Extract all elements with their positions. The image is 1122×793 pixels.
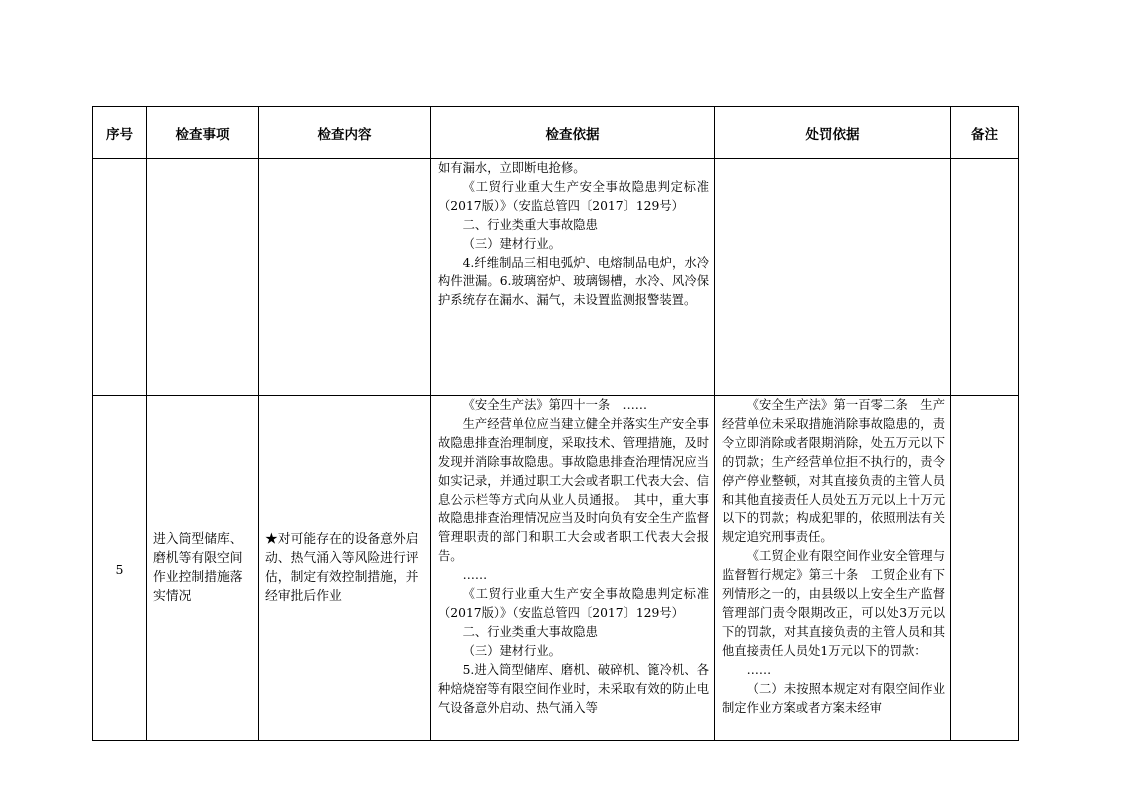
penalty-text: （二）未按照本规定对有限空间作业制定作业方案或者方案未经审 — [722, 681, 945, 715]
cell-basis — [431, 396, 715, 741]
penalty-text: 《工贸企业有限空间作业安全管理与监督暂行规定》第三十条 工贸企业有下列情形之一的，由县级以上安全生产监督管理部门责令限期改正，可以处3万元以下的罚款，对其直接负责的主管人员和其他直接责任人员处1万元以下的罚款： — [722, 549, 945, 658]
cell-item-empty — [147, 159, 259, 396]
basis-text: （三）建材行业。 — [462, 643, 561, 658]
basis-text: 二、行业类重大事故隐患 — [462, 624, 598, 639]
table-row-5 — [93, 396, 1019, 741]
basis-text: 5.进入筒型储库、磨机、破碎机、篦冷机、各种焙烧窑等有限空间作业时，未采取有效的防止电气设备意外启动、热气涌入等 — [438, 662, 709, 715]
cell-content-empty — [259, 159, 431, 396]
header-row — [93, 107, 1019, 159]
basis-text: （三）建材行业。 — [462, 236, 561, 251]
basis-text: …… — [462, 568, 488, 583]
penalty-text: 《安全生产法》第一百零二条 生产经营单位未采取措施消除事故隐患的，责令立即消除或者限期消除，处五万元以下的罚款；生产经营单位拒不执行的，责令停产停业整顿，对其直接负责的主管人员和其他直接责任人员处五万元以上十万元以下的罚款；构成犯罪的，依照刑法有关规定追究刑事责任。 — [722, 398, 945, 545]
item-text: 进入筒型储库、磨机等有限空间作业控制措施落实情况 — [153, 532, 243, 604]
content-text: ★对可能存在的设备意外启动、热气涌入等风险进行评估，制定有效控制措施，并经审批后作业 — [265, 532, 419, 604]
basis-text: 如有漏水，立即断电抢修。 — [438, 161, 586, 175]
table-row-continued — [93, 159, 1019, 396]
basis-text: 《工贸行业重大生产安全事故隐患判定标准（2017版）》（安监总管四〔2017〕129号） — [438, 179, 709, 213]
cell-basis-continued — [431, 159, 715, 396]
cell-penalty-empty — [715, 159, 951, 396]
header-item: 检查事项 — [147, 107, 259, 159]
cell-remarks — [951, 396, 1019, 741]
basis-text: 《安全生产法》第四十一条 …… — [462, 398, 648, 412]
inspection-table — [92, 106, 1019, 741]
cell-number-empty — [93, 159, 147, 396]
cell-penalty — [715, 396, 951, 741]
basis-text: 《工贸行业重大生产安全事故隐患判定标准（2017版）》（安监总管四〔2017〕129号） — [438, 587, 709, 620]
header-content: 检查内容 — [259, 107, 431, 159]
basis-text: 二、行业类重大事故隐患 — [462, 217, 598, 232]
cell-item — [147, 396, 259, 741]
cell-remarks-empty — [951, 159, 1019, 396]
basis-text: 4.纤维制品三相电弧炉、电熔制品电炉，水冷构件泄漏。6.玻璃窑炉、玻璃锡槽，水冷、风冷保护系统存在漏水、漏气，未设置监测报警装置。 — [438, 255, 709, 308]
row-number: 5 — [115, 561, 124, 577]
header-remarks: 备注 — [951, 107, 1019, 159]
basis-text: 生产经营单位应当建立健全并落实生产安全事故隐患排查治理制度，采取技术、管理措施，及时发现并消除事故隐患。事故隐患排查治理情况应当如实记录，并通过职工大会或者职工代表大会、信息公示栏等方式向从业人员通报。 其中，重大事故隐患排查治理情况应当及时向负有安全生产监督管理职责的部门和职工大会或者职工代表大会报告。 — [438, 416, 709, 564]
cell-number — [93, 396, 147, 741]
header-penalty: 处罚依据 — [715, 107, 951, 159]
header-basis: 检查依据 — [431, 107, 715, 159]
header-number: 序号 — [93, 107, 147, 159]
penalty-text: …… — [746, 662, 772, 677]
cell-content — [259, 396, 431, 741]
